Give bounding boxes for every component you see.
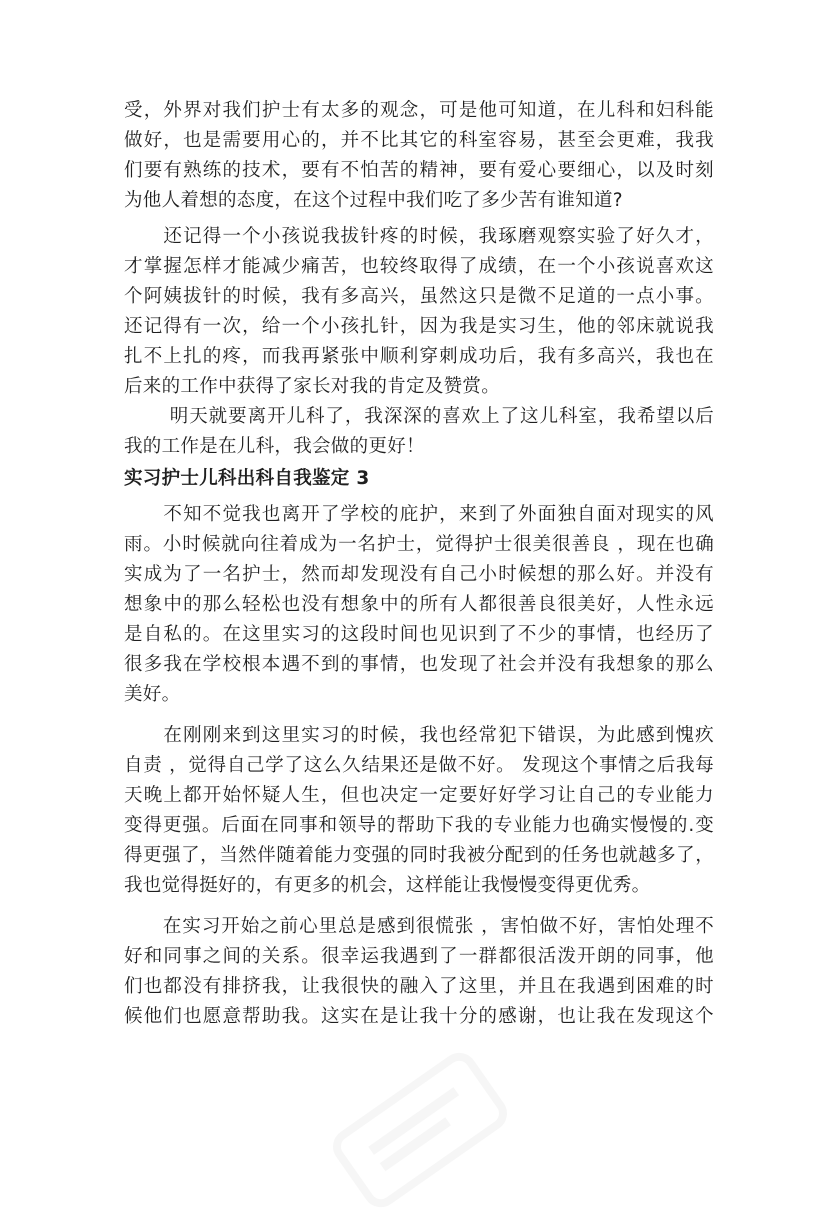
text-line: 得更强了，当然伴随着能力变强的同时我被分配到的任务也就越多了， — [124, 845, 714, 866]
text-line: 后来的工作中获得了家长对我的肯定及赞赏。 — [124, 376, 501, 397]
paragraph-3 — [124, 402, 714, 462]
text-line: 们要有熟练的技术，要有不怕苦的精神，要有爱心要细心，以及时刻 — [124, 160, 714, 181]
text-line: 们也都没有排挤我，让我很快的融入了这里，并且在我遇到困难的时 — [124, 976, 714, 997]
text-line: 雨。小时候就向往着成为一名护士，觉得护士很美很善良 ，现在也确 — [124, 534, 714, 555]
text-line: 候他们也愿意帮助我。这实在是让我十分的感谢，也让我在发现这个 — [124, 1006, 714, 1027]
text-line: 才掌握怎样才能减少痛苦，也较终取得了成绩，在一个小孩说喜欢这 — [124, 256, 714, 277]
text-line: 受，外界对我们护士有太多的观念，可是他可知道，在儿科和妇科能 — [124, 100, 714, 121]
section-heading: 实习护士儿科出科自我鉴定 3 — [124, 468, 370, 489]
text-line: 为他人着想的态度，在这个过程中我们吃了多少苦有谁知道? — [124, 190, 623, 211]
text-line: 是自私的。在这里实习的这段时间也见识到了不少的事情，也经历了 — [124, 624, 714, 645]
text-line: 我也觉得挺好的，有更多的机会，这样能让我慢慢变得更优秀。 — [124, 875, 651, 896]
text-line: 做好，也是需要用心的，并不比其它的科室容易，甚至会更难，我我 — [124, 130, 714, 151]
text-line: 好和同事之间的关系。很幸运我遇到了一群都很活泼开朗的同事，他 — [124, 946, 714, 967]
text-line: 想象中的那么轻松也没有想象中的所有人都很善良很美好，人性永远 — [124, 594, 714, 615]
document-body — [124, 96, 714, 1032]
paragraph-5 — [124, 721, 714, 901]
text-line: 美好。 — [124, 684, 181, 705]
text-line: 天晚上都开始怀疑人生，但也决定一定要好好学习让自己的专业能力 — [124, 785, 714, 806]
text-line: 实成为了一名护士，然而却发现没有自己小时候想的那么好。并没有 — [124, 564, 714, 585]
paragraph-2 — [124, 222, 714, 402]
text-line: 变得更强。后面在同事和领导的帮助下我的专业能力也确实慢慢的.变 — [124, 815, 714, 836]
text-line: 很多我在学校根本遇不到的事情，也发现了社会并没有我想象的那么 — [124, 654, 714, 675]
text-line: 我的工作是在儿科，我会做的更好！ — [124, 436, 425, 457]
text-line: 在刚刚来到这里实习的时候，我也经常犯下错误，为此感到愧疚 — [124, 725, 714, 746]
text-line: 还记得有一次，给一个小孩扎针，因为我是实习生，他的邻床就说我 — [124, 316, 714, 337]
paragraph-4 — [124, 500, 714, 710]
text-line: 在实习开始之前心里总是感到很慌张 ，害怕做不好，害怕处理不 — [124, 916, 714, 937]
text-line: 不知不觉我也离开了学校的庇护，来到了外面独自面对现实的风 — [124, 504, 714, 525]
paragraph-1 — [124, 96, 714, 216]
text-line: 个阿姨拔针的时候，我有多高兴，虽然这只是微不足道的一点小事。 — [124, 286, 714, 307]
text-line: 自责 ，觉得自己学了这么久结果还是做不好。 发现这个事情之后我每 — [124, 755, 714, 776]
text-line: 还记得一个小孩说我拔针疼的时候，我琢磨观察实验了好久才， — [124, 226, 714, 247]
paragraph-6 — [124, 912, 714, 1032]
text-line: 扎不上扎的疼，而我再紧张中顺利穿刺成功后，我有多高兴，我也在 — [124, 346, 714, 367]
text-line: 明天就要离开儿科了，我深深的喜欢上了这儿科室，我希望以后 — [124, 406, 714, 427]
document-watermark-icon — [318, 1037, 523, 1222]
